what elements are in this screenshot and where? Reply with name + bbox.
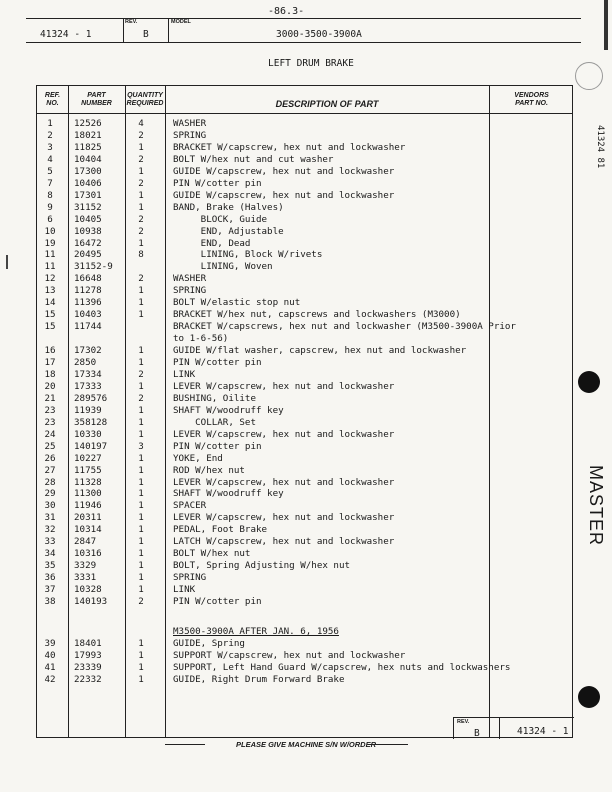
part-description: SPRING — [173, 129, 207, 141]
table-row — [36, 273, 573, 285]
quantity: 1 — [138, 357, 144, 368]
part-number: 140193 — [74, 596, 108, 607]
part-description: SPRING — [173, 285, 207, 297]
table-row — [36, 261, 573, 273]
part-number: 10227 — [74, 452, 102, 464]
part-description: LEVER W/capscrew, hex nut and lockwasher — [173, 428, 395, 440]
table-row — [36, 357, 573, 369]
quantity: 1 — [138, 500, 144, 512]
quantity: 1 — [138, 464, 144, 476]
table-row — [36, 429, 573, 441]
part-description: PIN W/cotter pin — [173, 440, 262, 452]
part-description: BOLT W/elastic stop nut — [173, 297, 301, 309]
ref-number: 8 — [47, 189, 53, 201]
quantity: 2 — [138, 368, 144, 380]
ref-number: 41 — [44, 661, 56, 673]
quantity: 2 — [138, 153, 144, 165]
quantity: 1 — [138, 673, 144, 685]
ref-number: 40 — [44, 649, 56, 661]
ref-number: 6 — [47, 213, 53, 225]
part-description: END, Adjustable — [173, 225, 284, 237]
ref-number: 28 — [44, 476, 56, 488]
table-row — [36, 465, 573, 477]
quantity: 2 — [138, 392, 144, 404]
table-row — [36, 596, 573, 608]
column-header-qty-line1: QUANTITY — [127, 92, 163, 99]
quantity: 1 — [138, 404, 144, 416]
quantity: 1 — [138, 637, 144, 649]
column-header-part — [68, 92, 125, 108]
table-row — [36, 369, 573, 381]
table-row — [36, 638, 573, 650]
edge-mark — [6, 255, 8, 269]
quantity: 4 — [138, 118, 144, 129]
ref-number: 15 — [44, 321, 56, 333]
table-row — [36, 512, 573, 524]
part-description: LINK — [173, 584, 196, 596]
quantity: 2 — [138, 129, 144, 141]
part-number: 10403 — [74, 309, 102, 321]
part-description: BRACKET W/capscrew, hex nut and lockwasher — [173, 141, 406, 153]
part-description: to 1-6-56) — [173, 333, 229, 345]
table-row — [36, 238, 573, 250]
part-description: PIN W/cotter pin — [173, 357, 262, 368]
table-row — [36, 285, 573, 297]
part-number: 17993 — [74, 649, 102, 661]
ref-number: 36 — [44, 572, 56, 584]
quantity: 1 — [138, 285, 144, 297]
part-number: 16648 — [74, 273, 102, 285]
part-description: PIN W/cotter pin — [173, 596, 262, 607]
ref-number: 38 — [44, 596, 56, 607]
table-row — [36, 118, 573, 130]
column-header-qty-line2: REQUIRED — [126, 100, 164, 107]
part-number: 17302 — [74, 345, 102, 357]
part-number: 23339 — [74, 661, 102, 673]
ref-number: 27 — [44, 464, 56, 476]
footer-rev-value: B — [474, 728, 480, 739]
table-row — [36, 584, 573, 596]
part-number: 31152 — [74, 201, 102, 213]
page-title: LEFT DRUM BRAKE — [268, 58, 354, 69]
footer-divider — [499, 718, 500, 739]
part-number: 10328 — [74, 584, 102, 596]
table-row — [36, 249, 573, 261]
part-number: 10405 — [74, 213, 102, 225]
column-header-vendor — [489, 92, 574, 108]
ref-number: 13 — [44, 285, 56, 297]
part-number: 20311 — [74, 512, 102, 524]
part-description: BOLT W/hex nut — [173, 548, 251, 560]
part-number: 17334 — [74, 368, 102, 380]
quantity: 2 — [138, 273, 144, 285]
margin-brand: MASTER — [586, 465, 606, 547]
header-rev-label: REV. — [125, 19, 138, 25]
ref-number: 9 — [47, 201, 53, 213]
part-number: 10330 — [74, 428, 102, 440]
quantity: 1 — [138, 649, 144, 661]
part-number: 11946 — [74, 500, 102, 512]
quantity: 1 — [138, 201, 144, 213]
quantity: 2 — [138, 177, 144, 189]
ref-number: 37 — [44, 584, 56, 596]
quantity: 2 — [138, 596, 144, 607]
table-row — [36, 572, 573, 584]
footer-rev-box — [453, 717, 574, 739]
table-row — [36, 321, 573, 333]
page-number: -86.3- — [268, 6, 305, 17]
part-description: M3500-3900A AFTER JAN. 6, 1956 — [173, 625, 339, 637]
ref-number: 4 — [47, 153, 53, 165]
part-description: LEVER W/capscrew, hex nut and lockwasher — [173, 380, 395, 392]
ref-number: 29 — [44, 488, 56, 500]
part-number: 20495 — [74, 249, 102, 261]
part-description: GUIDE W/flat washer, capscrew, hex nut and lockwasher — [173, 345, 467, 357]
quantity: 1 — [138, 512, 144, 524]
ref-number: 12 — [44, 273, 56, 285]
table-row — [36, 393, 573, 405]
ref-number: 39 — [44, 637, 56, 649]
part-number: 358128 — [74, 416, 108, 428]
part-description: LINING, Block W/rivets — [173, 249, 323, 261]
ref-number: 26 — [44, 452, 56, 464]
column-header-vendor-line2: PART NO. — [515, 100, 548, 107]
quantity: 8 — [138, 249, 144, 261]
part-description: SUPPORT, Left Hand Guard W/capscrew, hex nuts and lockwashers — [173, 661, 511, 673]
column-header-ref — [37, 92, 68, 108]
footer-rev-label: REV. — [457, 719, 470, 725]
part-description: YOKE, End — [173, 452, 223, 464]
table-row — [36, 154, 573, 166]
column-header-qty — [125, 92, 165, 108]
header-rule — [37, 113, 572, 114]
part-description: WASHER — [173, 118, 207, 129]
part-description: LINING, Woven — [173, 261, 273, 273]
table-row — [36, 333, 573, 345]
ref-number: 25 — [44, 440, 56, 452]
ref-number: 32 — [44, 524, 56, 536]
part-number: 2850 — [74, 357, 97, 368]
part-description: ROD W/hex nut — [173, 464, 245, 476]
part-number: 289576 — [74, 392, 108, 404]
binder-hole-icon — [575, 62, 603, 90]
quantity: 1 — [138, 141, 144, 153]
part-number: 140197 — [74, 440, 108, 452]
header-divider — [168, 19, 169, 42]
part-description: PIN W/cotter pin — [173, 177, 262, 189]
part-description: GUIDE W/capscrew, hex nut and lockwasher — [173, 165, 395, 177]
table-row — [36, 178, 573, 190]
footer-page-code: 41324 - 1 — [517, 726, 569, 737]
column-header-desc: DESCRIPTION OF PART — [275, 99, 379, 109]
part-number: 18021 — [74, 129, 102, 141]
quantity: 1 — [138, 661, 144, 673]
table-row — [36, 477, 573, 489]
margin-code: 41324 81 — [595, 125, 605, 169]
edge-mark — [604, 0, 608, 50]
ref-number: 30 — [44, 500, 56, 512]
part-description: WASHER — [173, 273, 207, 285]
part-number: 12526 — [74, 118, 102, 129]
quantity: 1 — [138, 345, 144, 357]
part-number: 17333 — [74, 380, 102, 392]
part-number: 10314 — [74, 524, 102, 536]
quantity: 1 — [138, 416, 144, 428]
quantity: 1 — [138, 524, 144, 536]
footer-note: PLEASE GIVE MACHINE S/N W/ORDER — [235, 740, 376, 749]
part-description: LATCH W/capscrew, hex nut and lockwasher — [173, 536, 395, 548]
table-row — [36, 166, 573, 178]
part-description: BRACKET W/hex nut, capscrews and lockwashers (M3000) — [173, 309, 461, 321]
header-rev-value: B — [143, 29, 149, 40]
table-row — [36, 441, 573, 453]
header-part-number: 41324 - 1 — [40, 29, 92, 40]
ref-number: 1 — [47, 118, 53, 129]
part-description: END, Dead — [173, 237, 251, 249]
table-row — [36, 536, 573, 548]
ref-number: 10 — [44, 225, 56, 237]
part-number: 11278 — [74, 285, 102, 297]
quantity: 1 — [138, 560, 144, 572]
part-number: 3329 — [74, 560, 97, 572]
ref-number: 11 — [44, 261, 56, 273]
table-row — [36, 626, 573, 638]
ref-number: 34 — [44, 548, 56, 560]
part-description: COLLAR, Set — [173, 416, 256, 428]
quantity: 1 — [138, 584, 144, 596]
table-row — [36, 405, 573, 417]
table-row — [36, 130, 573, 142]
ref-number: 24 — [44, 428, 56, 440]
table-row — [36, 202, 573, 214]
part-number: 10406 — [74, 177, 102, 189]
ref-number: 18 — [44, 368, 56, 380]
ref-number: 2 — [47, 129, 53, 141]
part-number: 10316 — [74, 548, 102, 560]
header-model-label: MODEL — [171, 19, 191, 25]
table-row — [36, 417, 573, 429]
table-row — [36, 214, 573, 226]
part-number: 3331 — [74, 572, 97, 584]
part-description: SPACER — [173, 500, 207, 512]
table-row — [36, 614, 573, 626]
part-description: GUIDE, Right Drum Forward Brake — [173, 673, 345, 685]
column-header-part-line2: NUMBER — [81, 100, 112, 107]
ref-number: 17 — [44, 357, 56, 368]
document-header — [26, 18, 581, 43]
part-number: 11755 — [74, 464, 102, 476]
quantity: 1 — [138, 309, 144, 321]
part-number: 2847 — [74, 536, 97, 548]
part-description: GUIDE, Spring — [173, 637, 245, 649]
ref-number: 5 — [47, 165, 53, 177]
part-number: 11328 — [74, 476, 102, 488]
header-divider — [123, 19, 124, 42]
quantity: 1 — [138, 548, 144, 560]
part-description: PEDAL, Foot Brake — [173, 524, 268, 536]
part-description: SHAFT W/woodruff key — [173, 404, 284, 416]
ref-number: 19 — [44, 237, 56, 249]
ref-number: 7 — [47, 177, 53, 189]
quantity: 2 — [138, 225, 144, 237]
table-row — [36, 142, 573, 154]
quantity: 1 — [138, 380, 144, 392]
table-row — [36, 345, 573, 357]
part-number: 18401 — [74, 637, 102, 649]
part-description: LEVER W/capscrew, hex nut and lockwasher — [173, 476, 395, 488]
table-row — [36, 488, 573, 500]
quantity: 1 — [138, 476, 144, 488]
quantity: 1 — [138, 536, 144, 548]
part-number: 10938 — [74, 225, 102, 237]
quantity: 1 — [138, 165, 144, 177]
part-number: 17300 — [74, 165, 102, 177]
part-description: SUPPORT W/capscrew, hex nut and lockwasher — [173, 649, 406, 661]
part-number: 31152-9 — [74, 261, 113, 273]
quantity: 1 — [138, 237, 144, 249]
ref-number: 21 — [44, 392, 56, 404]
table-row — [36, 190, 573, 202]
table-row — [36, 381, 573, 393]
table-row — [36, 650, 573, 662]
part-description: BUSHING, Oilite — [173, 392, 256, 404]
part-description: BOLT W/hex nut and cut washer — [173, 153, 334, 165]
ref-number: 14 — [44, 297, 56, 309]
quantity: 3 — [138, 440, 144, 452]
quantity: 1 — [138, 572, 144, 584]
column-header-part-line1: PART — [87, 92, 106, 99]
part-description: BLOCK, Guide — [173, 213, 268, 225]
ref-number: 31 — [44, 512, 56, 524]
part-number: 11396 — [74, 297, 102, 309]
column-header-ref-line1: REF. — [44, 92, 61, 99]
ref-number: 11 — [44, 249, 56, 261]
ref-number: 42 — [44, 673, 56, 685]
ref-number: 33 — [44, 536, 56, 548]
quantity: 1 — [138, 189, 144, 201]
quantity: 1 — [138, 488, 144, 500]
table-row — [36, 524, 573, 536]
part-number: 22332 — [74, 673, 102, 685]
part-description: BAND, Brake (Halves) — [173, 201, 284, 213]
quantity: 1 — [138, 452, 144, 464]
ref-number: 16 — [44, 345, 56, 357]
ref-number: 23 — [44, 416, 56, 428]
part-description: LINK — [173, 368, 196, 380]
column-header-ref-line2: NO. — [46, 100, 59, 107]
table-row — [36, 674, 573, 686]
quantity: 1 — [138, 428, 144, 440]
binder-hole-icon — [578, 686, 600, 708]
part-description: GUIDE W/capscrew, hex nut and lockwasher — [173, 189, 395, 201]
ref-number: 35 — [44, 560, 56, 572]
column-header-vendor-line1: VENDORS — [514, 92, 549, 99]
part-description: LEVER W/capscrew, hex nut and lockwasher — [173, 512, 395, 524]
table-row — [36, 309, 573, 321]
part-number: 10404 — [74, 153, 102, 165]
quantity: 2 — [138, 213, 144, 225]
part-description: SHAFT W/woodruff key — [173, 488, 284, 500]
part-description: BRACKET W/capscrews, hex nut and lockwasher (M3500-3900A Prior — [173, 321, 516, 333]
ref-number: 20 — [44, 380, 56, 392]
part-number: 16472 — [74, 237, 102, 249]
table-row — [36, 453, 573, 465]
table-row — [36, 500, 573, 512]
part-number: 11825 — [74, 141, 102, 153]
table-row — [36, 297, 573, 309]
binder-hole-icon — [578, 371, 600, 393]
table-row — [36, 662, 573, 674]
part-description: SPRING — [173, 572, 207, 584]
part-number: 17301 — [74, 189, 102, 201]
ref-number: 15 — [44, 309, 56, 321]
part-number: 11744 — [74, 321, 102, 333]
footer-rule — [368, 744, 408, 745]
part-number: 11300 — [74, 488, 102, 500]
part-number: 11939 — [74, 404, 102, 416]
table-row — [36, 226, 573, 238]
table-row — [36, 560, 573, 572]
ref-number: 23 — [44, 404, 56, 416]
table-row — [36, 548, 573, 560]
part-description: BOLT, Spring Adjusting W/hex nut — [173, 560, 351, 572]
ref-number: 3 — [47, 141, 53, 153]
quantity: 1 — [138, 297, 144, 309]
header-model-value: 3000-3500-3900A — [276, 29, 362, 40]
